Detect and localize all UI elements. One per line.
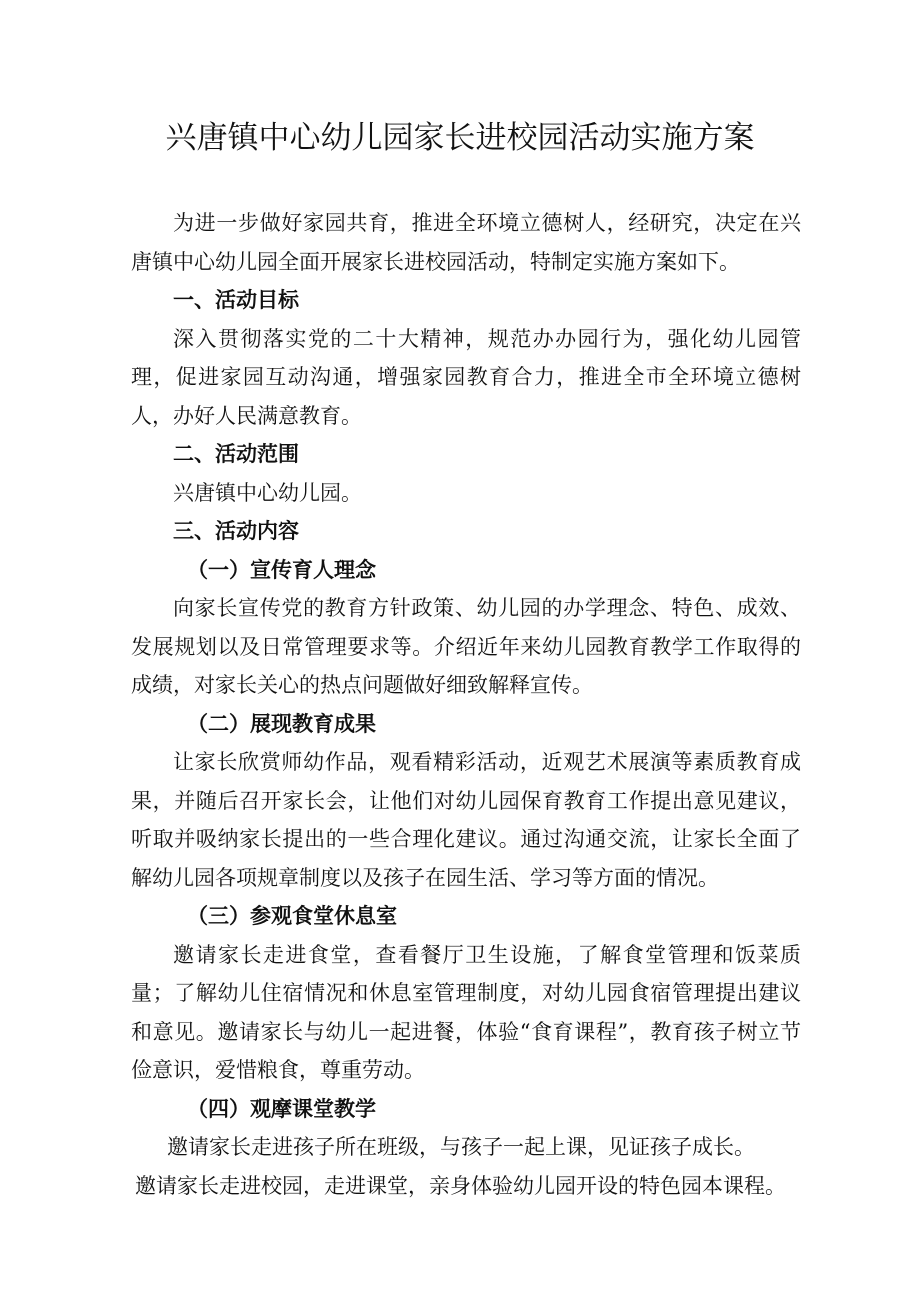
document-title: 兴唐镇中心幼儿园家长进校园活动实施方案 (165, 120, 755, 156)
section-heading-scope: 二、活动范围 (173, 442, 299, 466)
document-body (131, 204, 801, 1205)
section-heading-goals: 一、活动目标 (173, 288, 299, 312)
goals-paragraph: 深入贯彻落实党的二十大精神，规范办办园行为，强化幼儿园管理，促进家园互动沟通，增强家园教育合力，推进全市全环境立德树人，办好人民满意教育。 (131, 326, 801, 428)
subsection-heading-4: （四）观摩课堂教学 (187, 1096, 376, 1121)
subsection-4-paragraph-1: 邀请家长走进孩子所在班级，与孩子一起上课，见证孩子成长。 (167, 1135, 755, 1159)
subsection-2-paragraph: 让家长欣赏师幼作品，观看精彩活动，近观艺术展演等素质教育成果，并随后召开家长会，让他们对幼儿园保育教育工作提出意见建议，听取并吸纳家长提出的一些合理化建议。通过沟通交流，让家长全面了解幼儿园各项规章制度以及孩子在园生活、学习等方面的情况。 (131, 750, 801, 890)
intro-paragraph: 为进一步做好家园共育，推进全环境立德树人，经研究，决定在兴唐镇中心幼儿园全面开展家长进校园活动，特制定实施方案如下。 (131, 211, 801, 274)
subsection-1-paragraph: 向家长宣传党的教育方针政策、幼儿园的办学理念、特色、成效、发展规划以及日常管理要求等。介绍近年来幼儿园教育教学工作取得的成绩，对家长关心的热点问题做好细致解释宣传。 (131, 596, 801, 697)
subsection-heading-1: （一）宣传育人理念 (187, 557, 376, 582)
subsection-4-paragraph-2: 邀请家长走进校园，走进课堂，亲身体验幼儿园开设的特色园本课程。 (135, 1173, 786, 1198)
scope-paragraph: 兴唐镇中心幼儿园。 (173, 480, 362, 505)
subsection-heading-2: （二）展现教育成果 (187, 711, 376, 736)
subsection-heading-3: （三）参观食堂休息室 (187, 904, 397, 928)
section-heading-content: 三、活动内容 (173, 519, 299, 543)
subsection-3-paragraph: 邀请家长走进食堂，查看餐厅卫生设施，了解食堂管理和饭菜质量；了解幼儿住宿情况和休息室管理制度，对幼儿园食宿管理提出建议和意见。邀请家长与幼儿一起进餐，体验“食育课程”，教育孩子树立节俭意识，爱惜粮食，尊重劳动。 (131, 942, 801, 1082)
